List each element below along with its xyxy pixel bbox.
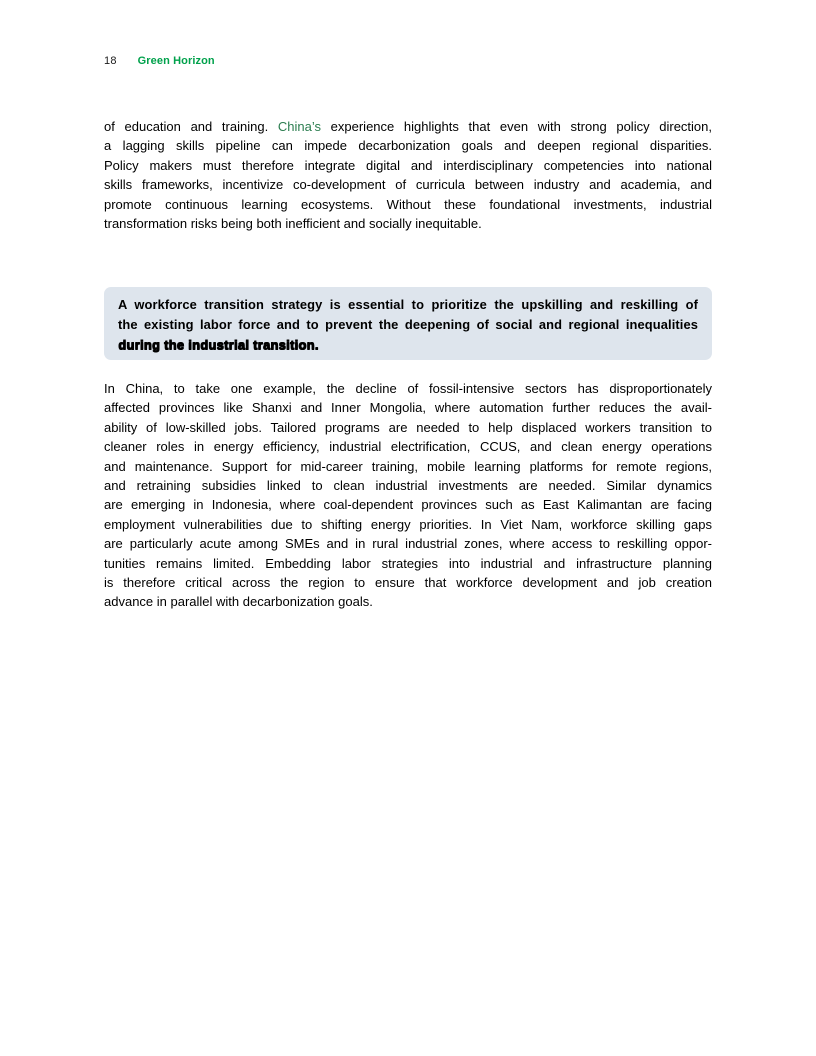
text-line: are particularly acute among SMEs and in rural industrial zones, where access to reskilling oppor- bbox=[104, 536, 712, 552]
text-segment: of education and training. bbox=[104, 119, 278, 134]
text-line: cleaner roles in energy efficiency, industrial electrification, CCUS, and clean energy operations bbox=[104, 439, 712, 455]
callout-line: A workforce transition strategy is essential to prioritize the upskilling and reskilling of bbox=[118, 297, 698, 312]
callout-line-emphasized: during the industrial transition. bbox=[118, 337, 319, 352]
text-line: are emerging in Indonesia, where coal-dependent provinces such as East Kalimantan are facing bbox=[104, 497, 712, 513]
publication-title: Green Horizon bbox=[137, 55, 215, 67]
text-line: advance in parallel with decarbonization goals. bbox=[104, 594, 373, 610]
paragraph-education-training bbox=[104, 117, 712, 233]
text-line: transformation risks being both inefficient and socially inequitable. bbox=[104, 216, 482, 232]
text-line: and maintenance. Support for mid-career training, mobile learning platforms for remote regions, bbox=[104, 458, 712, 474]
text-line: Policy makers must therefore integrate digital and interdisciplinary competencies into national bbox=[104, 157, 712, 173]
text-line: and retraining subsidies linked to clean industrial investments are needed. Similar dynamics bbox=[104, 478, 712, 494]
text-line: In China, to take one example, the decline of fossil-intensive sectors has disproportionately bbox=[104, 381, 712, 396]
page-number: 18 bbox=[104, 55, 117, 67]
text-line bbox=[104, 117, 712, 136]
page-header bbox=[104, 55, 215, 67]
text-line: employment vulnerabilities due to shifting energy priorities. In Viet Nam, workforce skilling gaps bbox=[104, 516, 712, 532]
text-segment: experience highlights that even with strong policy direction, bbox=[320, 119, 712, 134]
text-line: ability of low-skilled jobs. Tailored programs are needed to help displaced workers transition to bbox=[104, 419, 712, 435]
callout-line: the existing labor force and to prevent the deepening of social and regional inequalities bbox=[118, 317, 698, 332]
china-link[interactable]: China’s bbox=[277, 119, 321, 134]
text-line: tunities remains limited. Embedding labor strategies into industrial and infrastructure planning bbox=[104, 555, 712, 571]
text-line: a lagging skills pipeline can impede decarbonization goals and deepen regional disparities. bbox=[104, 138, 712, 154]
text-line: skills frameworks, incentivize co-development of curricula between industry and academia, and bbox=[104, 177, 712, 193]
text-line: promote continuous learning ecosystems. Without these foundational investments, industrial bbox=[104, 196, 712, 212]
callout-box bbox=[104, 287, 712, 360]
paragraph-regional-examples bbox=[104, 379, 712, 612]
text-line: is therefore critical across the region to ensure that workforce development and job creation bbox=[104, 575, 712, 591]
text-line: affected provinces like Shanxi and Inner Mongolia, where automation further reduces the avail- bbox=[104, 400, 712, 416]
